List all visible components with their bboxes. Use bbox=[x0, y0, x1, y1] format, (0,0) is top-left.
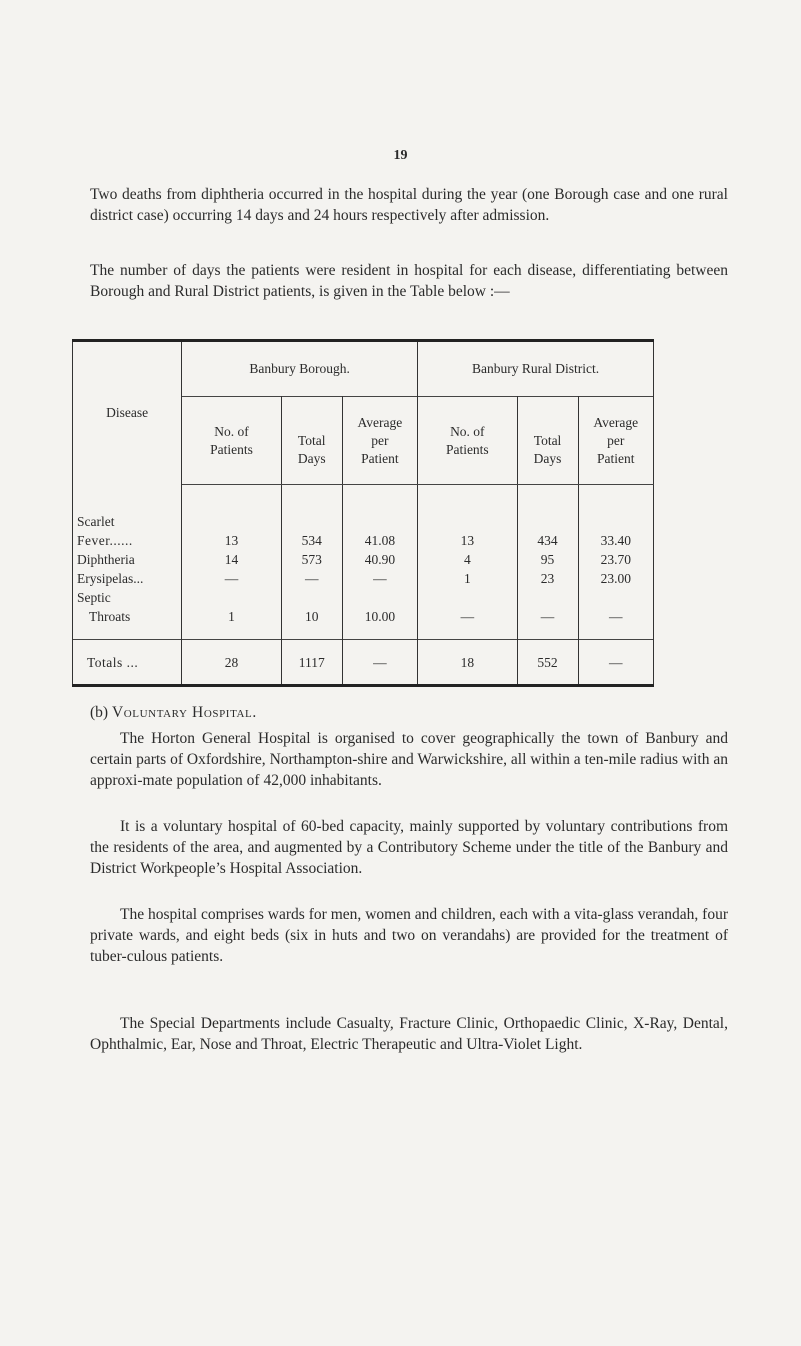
totals-rural-patients: 18 bbox=[418, 640, 517, 686]
totals-borough-average: — bbox=[342, 640, 417, 686]
rural-days-header: Total Days bbox=[517, 397, 578, 485]
section-title: Voluntary Hospital. bbox=[111, 704, 257, 721]
diphtheria-deaths-paragraph: Two deaths from diphtheria occurred in the hospital during the year (one Borough case and one rural district case) occurring 14 days and 24 hours respectively after admission. bbox=[90, 186, 728, 224]
table-row bbox=[73, 485, 654, 640]
departments-paragraph: The Special Departments include Casualty, Fracture Clinic, Orthopaedic Clinic, X-Ray, Dental, Ophthalmic, Ear, Nose and Throat, Electric Therapeutic and Ultra-Violet Light. bbox=[90, 1015, 728, 1053]
borough-patients-header: No. of Patients bbox=[182, 397, 281, 485]
totals-rural-average: — bbox=[578, 640, 653, 686]
rural-average-header: Average per Patient bbox=[578, 397, 653, 485]
disease-header: Disease bbox=[73, 341, 182, 485]
rural-patients-header: No. of Patients bbox=[418, 397, 517, 485]
rural-group-header: Banbury Rural District. bbox=[418, 341, 654, 397]
borough-days-header: Total Days bbox=[281, 397, 342, 485]
days-resident-intro-paragraph: The number of days the patients were resident in hospital for each disease, differentiating between Borough and Rural District patients, is given in the Table below :— bbox=[90, 262, 728, 300]
totals-borough-days: 1117 bbox=[281, 640, 342, 686]
page-number: 19 bbox=[393, 148, 408, 163]
table-body bbox=[73, 485, 654, 640]
totals-row bbox=[73, 640, 654, 686]
borough-patients-cell: 13 14 — 1 bbox=[182, 485, 281, 640]
totals-borough-patients: 28 bbox=[182, 640, 281, 686]
wards-paragraph: The hospital comprises wards for men, women and children, each with a vita-glass verandah, four private wards, and eight beds (six in huts and two on verandahs) are provided for the treatment of tuber-culous patients. bbox=[90, 906, 728, 965]
days-resident-table bbox=[72, 339, 654, 687]
rural-average-cell: 33.40 23.70 23.00 — bbox=[578, 485, 653, 640]
section-prefix: (b) bbox=[90, 704, 109, 721]
borough-group-header: Banbury Borough. bbox=[182, 341, 418, 397]
totals-label: Totals ... bbox=[73, 640, 182, 686]
borough-average-cell: 41.08 40.90 — 10.00 bbox=[342, 485, 417, 640]
section-heading bbox=[90, 704, 257, 722]
disease-cell: Scarlet Fever...... Diphtheria Erysipelas... Septic Throats bbox=[73, 485, 182, 640]
voluntary-paragraph: It is a voluntary hospital of 60-bed capacity, mainly supported by voluntary contributions from the residents of the area, and augmented by a Contributory Scheme under the title of the Banbury and District Workpeople’s Hospital Association. bbox=[90, 818, 728, 877]
borough-days-cell: 534 573 — 10 bbox=[281, 485, 342, 640]
horton-paragraph: The Horton General Hospital is organised to cover geographically the town of Banbury and certain parts of Oxfordshire, Northampton-shire and Warwickshire, all within a ten-mile radius with an approxi-mate population of 42,000 inhabitants. bbox=[90, 730, 728, 789]
rural-days-cell: 434 95 23 — bbox=[517, 485, 578, 640]
totals-rural-days: 552 bbox=[517, 640, 578, 686]
rural-patients-cell: 13 4 1 — bbox=[418, 485, 517, 640]
borough-average-header: Average per Patient bbox=[342, 397, 417, 485]
